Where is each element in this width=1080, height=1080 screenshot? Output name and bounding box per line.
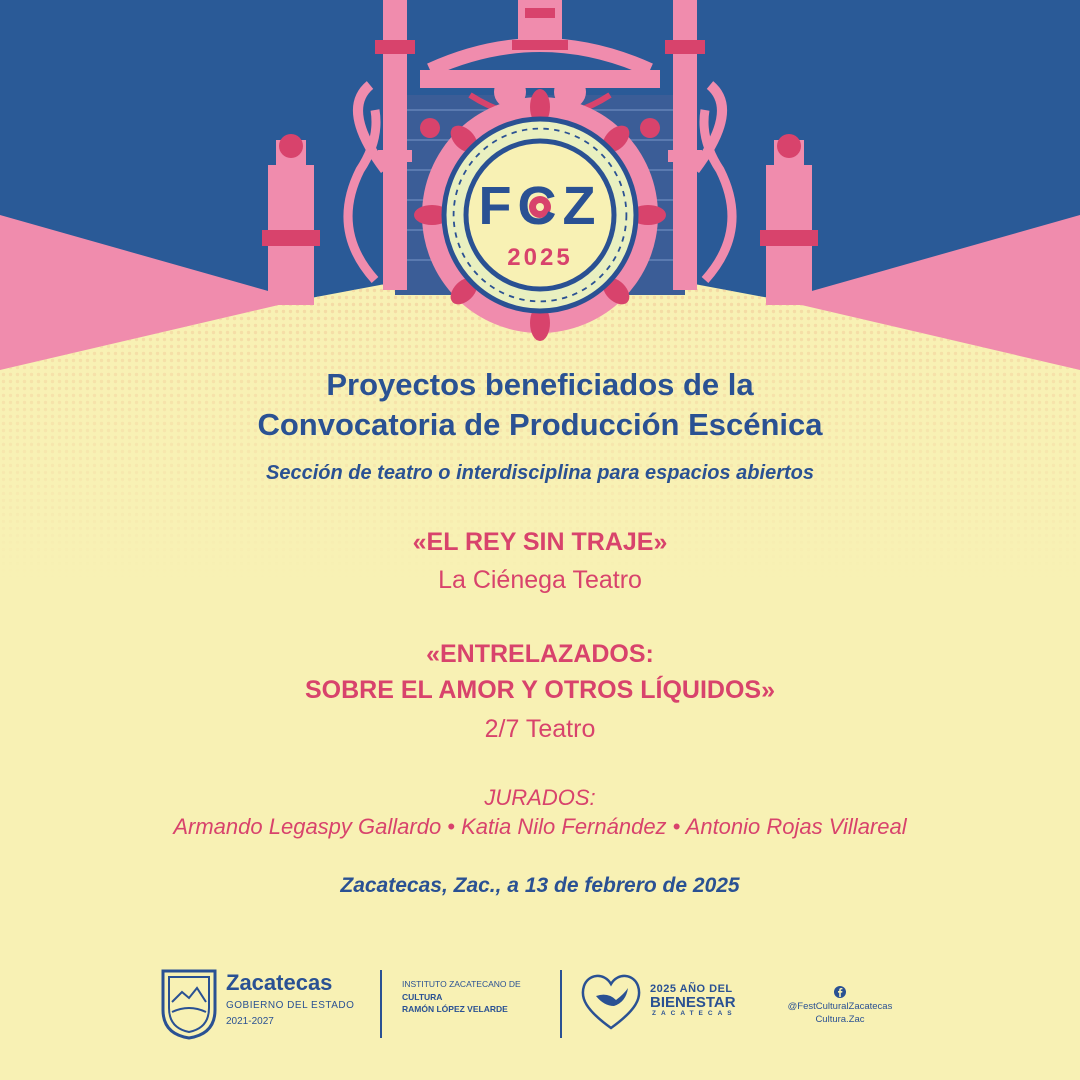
social-handle[interactable]: @FestCulturalZacatecas: [787, 1001, 893, 1012]
project-2-title-line1: «ENTRELAZADOS:: [426, 640, 654, 668]
jury-names: Armando Legaspy Gallardo • Katia Nilo Fernández • Antonio Rojas Villareal: [173, 814, 907, 839]
bienestar-line3: ZACATECAS: [652, 1010, 737, 1017]
bienestar-line2: BIENESTAR: [650, 994, 736, 1011]
project-1-company: La Ciénega Teatro: [438, 566, 642, 594]
heart-dove-icon: [578, 970, 644, 1032]
gov-name: Zacatecas: [226, 970, 333, 995]
project-2-company: 2/7 Teatro: [484, 715, 596, 743]
institute-line3: RAMÓN LÓPEZ VELARDE: [402, 1004, 508, 1014]
institute-line1: INSTITUTO ZACATECANO DE: [402, 979, 521, 989]
page-title-line1: Proyectos beneficiados de la: [326, 367, 754, 402]
gov-years: 2021-2027: [226, 1016, 274, 1027]
footer-divider-1: [380, 970, 382, 1038]
section-subtitle: Sección de teatro o interdisciplina para espacios abiertos: [266, 462, 814, 484]
jury-heading: JURADOS:: [484, 785, 596, 810]
logo-fcz: FCZ: [478, 176, 602, 236]
institute-line2: CULTURA: [402, 992, 443, 1002]
project-1-title: «EL REY SIN TRAJE»: [412, 528, 668, 556]
page-title-line2: Convocatoria de Producción Escénica: [257, 407, 823, 442]
social-page[interactable]: Cultura.Zac: [815, 1014, 865, 1025]
zacatecas-shield-icon: [160, 968, 218, 1040]
logo-year: 2025: [507, 244, 573, 271]
facebook-icon: [834, 986, 846, 998]
gov-line1: GOBIERNO DEL ESTADO: [226, 1000, 355, 1011]
footer-divider-2: [560, 970, 562, 1038]
date-line: Zacatecas, Zac., a 13 de febrero de 2025: [340, 874, 740, 897]
bienestar-line1: 2025 AÑO DEL: [650, 983, 733, 995]
project-2-title-line2: SOBRE EL AMOR Y OTROS LÍQUIDOS»: [305, 676, 775, 704]
